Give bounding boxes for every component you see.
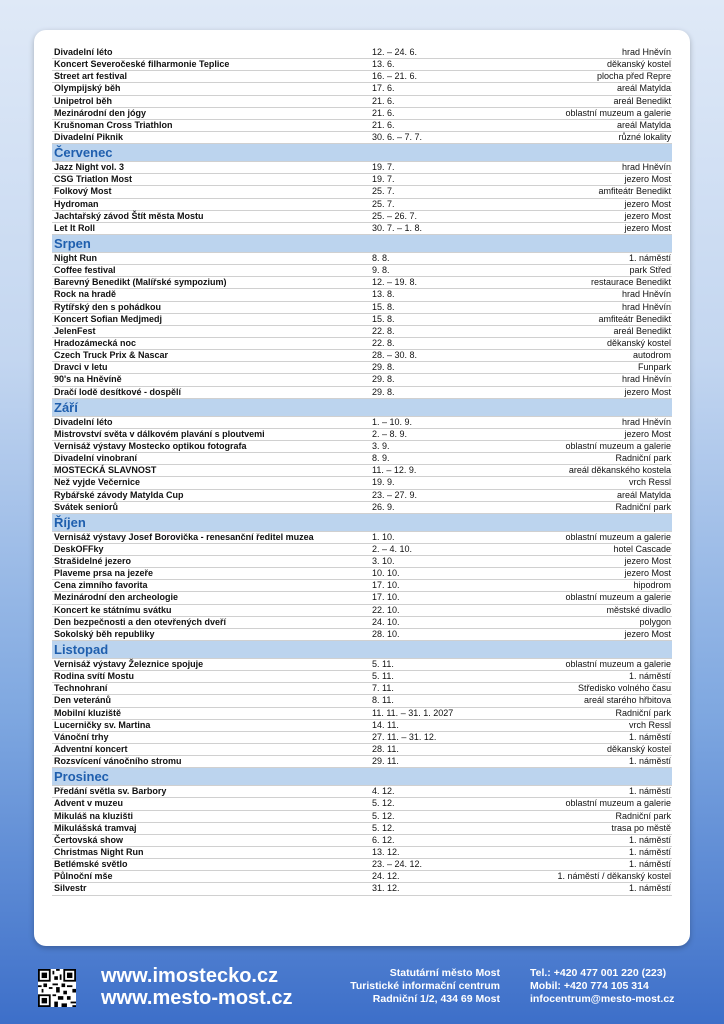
event-date: 17. 10. — [372, 580, 400, 591]
event-date: 15. 8. — [372, 301, 395, 312]
event-row — [52, 720, 672, 732]
event-name: MOSTECKÁ SLAVNOST — [54, 465, 157, 476]
event-row — [52, 629, 672, 641]
event-row — [52, 453, 672, 465]
event-place: areál Benedikt — [613, 95, 671, 106]
event-row — [52, 798, 672, 810]
event-place: hipodrom — [633, 580, 671, 591]
event-date: 24. 10. — [372, 616, 400, 627]
email-address[interactable]: infocentrum@mesto-most.cz — [530, 993, 675, 1005]
event-name: Olympijský běh — [54, 83, 121, 94]
event-row — [52, 59, 672, 71]
event-place: autodrom — [632, 350, 671, 361]
contact-info — [530, 967, 674, 1006]
event-place: hrad Hněvín — [621, 162, 671, 173]
event-place: park Střed — [629, 265, 671, 276]
event-name: Lucerničky sv. Martina — [54, 719, 151, 730]
event-place: oblastní muzeum a galerie — [565, 440, 671, 451]
event-date: 24. 12. — [372, 871, 400, 882]
event-name: Night Run — [54, 252, 97, 263]
event-row — [52, 871, 672, 883]
event-name: Vernisáž výstavy Josef Borovička - renesanční ředitel muzea — [54, 531, 314, 542]
event-date: 22. 8. — [372, 325, 395, 336]
event-row — [52, 835, 672, 847]
event-place: hrad Hněvín — [621, 416, 671, 427]
event-date: 28. – 30. 8. — [372, 350, 418, 361]
event-name: Sokolský běh republiky — [54, 628, 155, 639]
event-name: Betlémské světlo — [54, 859, 128, 870]
event-date: 7. 11. — [372, 683, 394, 694]
event-date: 1. – 10. 9. — [372, 416, 413, 427]
event-row — [52, 265, 672, 277]
event-name: Půlnoční mše — [54, 871, 113, 882]
event-date: 29. 8. — [372, 386, 395, 397]
event-place: jezero Most — [624, 210, 671, 221]
event-row — [52, 732, 672, 744]
event-row — [52, 199, 672, 211]
event-place: plocha před Repre — [596, 71, 671, 82]
event-name: Plaveme prsa na jezeře — [54, 568, 154, 579]
event-date: 2. – 8. 9. — [372, 428, 408, 439]
event-place: hrad Hněvín — [621, 374, 671, 385]
event-place: oblastní muzeum a galerie — [565, 107, 671, 118]
event-row — [52, 83, 672, 95]
event-name: Divadelní léto — [54, 416, 113, 427]
event-date: 13. 8. — [372, 289, 395, 300]
event-place: Radniční park — [615, 707, 671, 718]
event-row — [52, 132, 672, 144]
event-row — [52, 477, 672, 489]
event-date: 28. 10. — [372, 628, 400, 639]
event-place: trasa po městě — [611, 822, 671, 833]
event-place: 1. náměstí — [628, 756, 671, 767]
event-place: městské divadlo — [606, 604, 671, 615]
event-name: Vernisáž výstavy Mostecko optikou fotografa — [54, 440, 247, 451]
event-place: areál Benedikt — [613, 325, 671, 336]
event-place: jezero Most — [624, 222, 671, 233]
event-place: polygon — [639, 616, 671, 627]
event-row — [52, 744, 672, 756]
event-row — [52, 659, 672, 671]
event-date: 19. 9. — [372, 477, 395, 488]
event-place: oblastní muzeum a galerie — [565, 531, 671, 542]
event-row — [52, 708, 672, 720]
event-row — [52, 417, 672, 429]
event-name: Den bezpečnosti a den otevřených dveří — [54, 616, 227, 627]
event-place: 1. náměstí — [628, 859, 671, 870]
event-row — [52, 695, 672, 707]
event-name: CSG Triatlon Most — [54, 174, 133, 185]
event-name: Unipetrol běh — [54, 95, 112, 106]
event-row — [52, 490, 672, 502]
event-date: 22. 10. — [372, 604, 400, 615]
event-row — [52, 253, 672, 265]
event-name: Coffee festival — [54, 265, 116, 276]
event-row — [52, 568, 672, 580]
event-name: Divadelní vinobraní — [54, 453, 138, 464]
event-row — [52, 47, 672, 59]
event-date: 17. 10. — [372, 592, 400, 603]
event-date: 8. 11. — [372, 695, 394, 706]
event-date: 16. – 21. 6. — [372, 71, 418, 82]
event-name: Divadelní Piknik — [54, 131, 124, 142]
event-name: Technohraní — [54, 683, 108, 694]
event-date: 5. 12. — [372, 822, 395, 833]
event-row — [52, 186, 672, 198]
event-place: vrch Ressl — [628, 477, 671, 488]
event-place: jezero Most — [624, 628, 671, 639]
event-name: Mistrovství světa v dálkovém plavání s ploutvemi — [54, 428, 265, 439]
event-date: 30. 7. – 1. 8. — [372, 222, 423, 233]
event-date: 19. 7. — [372, 162, 395, 173]
event-name: Street art festival — [54, 71, 128, 82]
schedule-card — [34, 30, 690, 946]
event-row — [52, 592, 672, 604]
event-name: Koncert Severočeské filharmonie Teplice — [54, 59, 230, 70]
event-date: 9. 8. — [372, 265, 390, 276]
event-place: děkanský kostel — [606, 744, 671, 755]
events-table — [52, 47, 672, 896]
event-name: Folkový Most — [54, 186, 112, 197]
event-date: 13. 12. — [372, 847, 400, 858]
event-name: Mezinárodní den jógy — [54, 107, 147, 118]
organization-address — [350, 967, 500, 1006]
event-row — [52, 502, 672, 514]
event-date: 8. 9. — [372, 453, 390, 464]
event-date: 1. 10. — [372, 531, 395, 542]
event-row — [52, 387, 672, 399]
event-name: Krušnoman Cross Triathlon — [54, 119, 173, 130]
event-name: Mobilní kluziště — [54, 707, 122, 718]
month-heading: Říjen — [52, 514, 672, 532]
event-place: 1. náměstí — [628, 252, 671, 263]
event-place: děkanský kostel — [606, 337, 671, 348]
event-row — [52, 71, 672, 83]
event-row — [52, 786, 672, 798]
event-name: Čertovská show — [54, 834, 124, 845]
event-row — [52, 671, 672, 683]
event-name: Rybářské závody Matylda Cup — [54, 489, 184, 500]
event-name: Rock na hradě — [54, 289, 117, 300]
event-date: 12. – 24. 6. — [372, 47, 418, 57]
event-date: 29. 8. — [372, 374, 395, 385]
event-row — [52, 683, 672, 695]
event-row — [52, 314, 672, 326]
event-date: 6. 12. — [372, 834, 395, 845]
event-row — [52, 847, 672, 859]
event-date: 30. 6. – 7. 7. — [372, 131, 423, 142]
event-place: jezero Most — [624, 198, 671, 209]
event-date: 13. 6. — [372, 59, 395, 70]
event-date: 25. 7. — [372, 186, 395, 197]
event-row — [52, 859, 672, 871]
event-row — [52, 162, 672, 174]
event-name: Mikulášská tramvaj — [54, 822, 137, 833]
event-row — [52, 605, 672, 617]
event-name: Let It Roll — [54, 222, 95, 233]
event-row — [52, 441, 672, 453]
event-date: 2. – 4. 10. — [372, 543, 413, 554]
event-name: Jachtařský závod Štít města Mostu — [54, 210, 204, 221]
event-name: JelenFest — [54, 325, 96, 336]
event-row — [52, 465, 672, 477]
event-name: Jazz Night vol. 3 — [54, 162, 125, 173]
event-place: hrad Hněvín — [621, 301, 671, 312]
event-date: 28. 11. — [372, 744, 399, 755]
event-name: Než vyjde Večernice — [54, 477, 141, 488]
event-date: 3. 9. — [372, 440, 390, 451]
event-date: 19. 7. — [372, 174, 395, 185]
event-place: 1. náměstí — [628, 883, 671, 894]
event-name: Czech Truck Prix & Nascar — [54, 350, 169, 361]
event-place: oblastní muzeum a galerie — [565, 798, 671, 809]
event-row — [52, 338, 672, 350]
event-place: 1. náměstí — [628, 847, 671, 858]
event-row — [52, 223, 672, 235]
event-place: areál starého hřbitova — [583, 695, 671, 706]
footer — [0, 955, 724, 1024]
event-date: 17. 6. — [372, 83, 395, 94]
event-date: 3. 10. — [372, 556, 395, 567]
event-name: Vernisáž výstavy Železnice spojuje — [54, 659, 204, 670]
event-place: oblastní muzeum a galerie — [565, 592, 671, 603]
event-name: DeskOFFky — [54, 543, 104, 554]
event-row — [52, 108, 672, 120]
event-place: Radniční park — [615, 501, 671, 512]
website-imostecko-link[interactable]: www.imostecko.cz — [101, 965, 279, 987]
event-place: 1. náměstí — [628, 731, 671, 742]
event-name: Hradozámecká noc — [54, 337, 137, 348]
event-name: Dravci v letu — [54, 362, 108, 373]
event-date: 31. 12. — [372, 883, 400, 894]
event-place: areál Matylda — [616, 119, 671, 130]
event-name: Rytířský den s pohádkou — [54, 301, 162, 312]
event-name: Adventní koncert — [54, 744, 128, 755]
event-place: Radniční park — [615, 810, 671, 821]
event-row — [52, 544, 672, 556]
event-place: areál Matylda — [616, 83, 671, 94]
event-row — [52, 823, 672, 835]
event-date: 14. 11. — [372, 719, 399, 730]
event-date: 23. – 27. 9. — [372, 489, 418, 500]
event-row — [52, 350, 672, 362]
event-name: Silvestr — [54, 883, 87, 894]
month-heading: Září — [52, 399, 672, 417]
event-date: 8. 8. — [372, 252, 390, 263]
event-place: různé lokality — [618, 131, 671, 142]
event-place: amfiteátr Benedikt — [598, 186, 671, 197]
event-place: jezero Most — [624, 386, 671, 397]
month-heading: Červenec — [52, 144, 672, 162]
event-date: 15. 8. — [372, 313, 395, 324]
event-row — [52, 326, 672, 338]
event-place: 1. náměstí — [628, 671, 671, 682]
event-place: jezero Most — [624, 428, 671, 439]
event-name: Hydroman — [54, 198, 99, 209]
website-mesto-most-link[interactable]: www.mesto-most.cz — [101, 987, 293, 1009]
event-place: oblastní muzeum a galerie — [565, 659, 671, 670]
event-date: 25. – 26. 7. — [372, 210, 418, 221]
event-name: Koncert Sofian Medjmedj — [54, 313, 163, 324]
event-date: 22. 8. — [372, 337, 395, 348]
websites — [101, 965, 293, 1009]
event-date: 25. 7. — [372, 198, 395, 209]
event-row — [52, 374, 672, 386]
event-row — [52, 174, 672, 186]
event-row — [52, 302, 672, 314]
event-date: 21. 6. — [372, 119, 395, 130]
org-office: Turistické informační centrum — [350, 980, 500, 992]
event-row — [52, 756, 672, 768]
event-row — [52, 96, 672, 108]
event-name: Rozsvícení vánočního stromu — [54, 756, 182, 767]
event-row — [52, 362, 672, 374]
event-place: amfiteátr Benedikt — [598, 313, 671, 324]
event-place: 1. náměstí — [628, 834, 671, 845]
qr-code-icon — [38, 969, 76, 1007]
event-place: Středisko volného času — [577, 683, 671, 694]
event-place: Radniční park — [615, 453, 671, 464]
event-name: Mezinárodní den archeologie — [54, 592, 179, 603]
event-place: vrch Ressl — [628, 719, 671, 730]
event-name: Christmas Night Run — [54, 847, 144, 858]
event-name: Barevný Benedikt (Malířské sympozium) — [54, 277, 227, 288]
event-row — [52, 556, 672, 568]
event-place: hrad Hněvín — [621, 47, 671, 57]
org-name: Statutární město Most — [389, 967, 500, 979]
event-name: 90's na Hněvíně — [54, 374, 122, 385]
event-place: hrad Hněvín — [621, 289, 671, 300]
event-place: hotel Cascade — [613, 543, 671, 554]
event-name: Koncert ke státnímu svátku — [54, 604, 172, 615]
event-name: Advent v muzeu — [54, 798, 124, 809]
event-date: 12. – 19. 8. — [372, 277, 418, 288]
event-date: 11. – 12. 9. — [372, 465, 417, 476]
event-row — [52, 429, 672, 441]
event-name: Divadelní léto — [54, 47, 113, 57]
month-heading: Srpen — [52, 235, 672, 253]
event-date: 21. 6. — [372, 95, 395, 106]
event-date: 4. 12. — [372, 786, 395, 797]
event-date: 27. 11. – 31. 12. — [372, 731, 437, 742]
event-name: Svátek seniorů — [54, 501, 119, 512]
event-row — [52, 883, 672, 895]
event-date: 5. 11. — [372, 671, 394, 682]
event-name: Strašidelné jezero — [54, 556, 132, 567]
event-row — [52, 277, 672, 289]
event-place: děkanský kostel — [606, 59, 671, 70]
event-place: areál děkanského kostela — [568, 465, 671, 476]
event-row — [52, 211, 672, 223]
event-place: jezero Most — [624, 556, 671, 567]
event-name: Dračí lodě desítkové - dospělí — [54, 386, 182, 397]
event-date: 10. 10. — [372, 568, 400, 579]
event-place: Funpark — [637, 362, 671, 373]
phone-number: Tel.: +420 477 001 220 (223) — [530, 967, 667, 979]
event-name: Vánoční trhy — [54, 731, 109, 742]
event-name: Mikuláš na kluzišti — [54, 810, 134, 821]
event-date: 21. 6. — [372, 107, 395, 118]
event-row — [52, 580, 672, 592]
event-date: 11. 11. – 31. 1. 2027 — [372, 707, 454, 718]
event-date: 5. 12. — [372, 810, 395, 821]
month-heading: Listopad — [52, 641, 672, 659]
event-date: 29. 11. — [372, 756, 399, 767]
event-place: jezero Most — [624, 174, 671, 185]
event-name: Den veteránů — [54, 695, 112, 706]
event-place: 1. náměstí / děkanský kostel — [557, 871, 671, 882]
event-name: Cena zimního favorita — [54, 580, 148, 591]
event-date: 26. 9. — [372, 501, 395, 512]
month-heading: Prosinec — [52, 768, 672, 786]
event-name: Předání světla sv. Barbory — [54, 786, 167, 797]
event-row — [52, 532, 672, 544]
event-place: areál Matylda — [616, 489, 671, 500]
event-row — [52, 811, 672, 823]
event-place: 1. náměstí — [628, 786, 671, 797]
event-date: 23. – 24. 12. — [372, 859, 423, 870]
event-row — [52, 289, 672, 301]
mobile-number: Mobil: +420 774 105 314 — [530, 980, 649, 992]
event-row — [52, 617, 672, 629]
event-place: jezero Most — [624, 568, 671, 579]
event-date: 29. 8. — [372, 362, 395, 373]
event-row — [52, 120, 672, 132]
event-date: 5. 12. — [372, 798, 395, 809]
event-date: 5. 11. — [372, 659, 394, 670]
event-name: Rodina svítí Mostu — [54, 671, 135, 682]
org-address: Radniční 1/2, 434 69 Most — [372, 993, 500, 1005]
event-place: restaurace Benedikt — [590, 277, 671, 288]
